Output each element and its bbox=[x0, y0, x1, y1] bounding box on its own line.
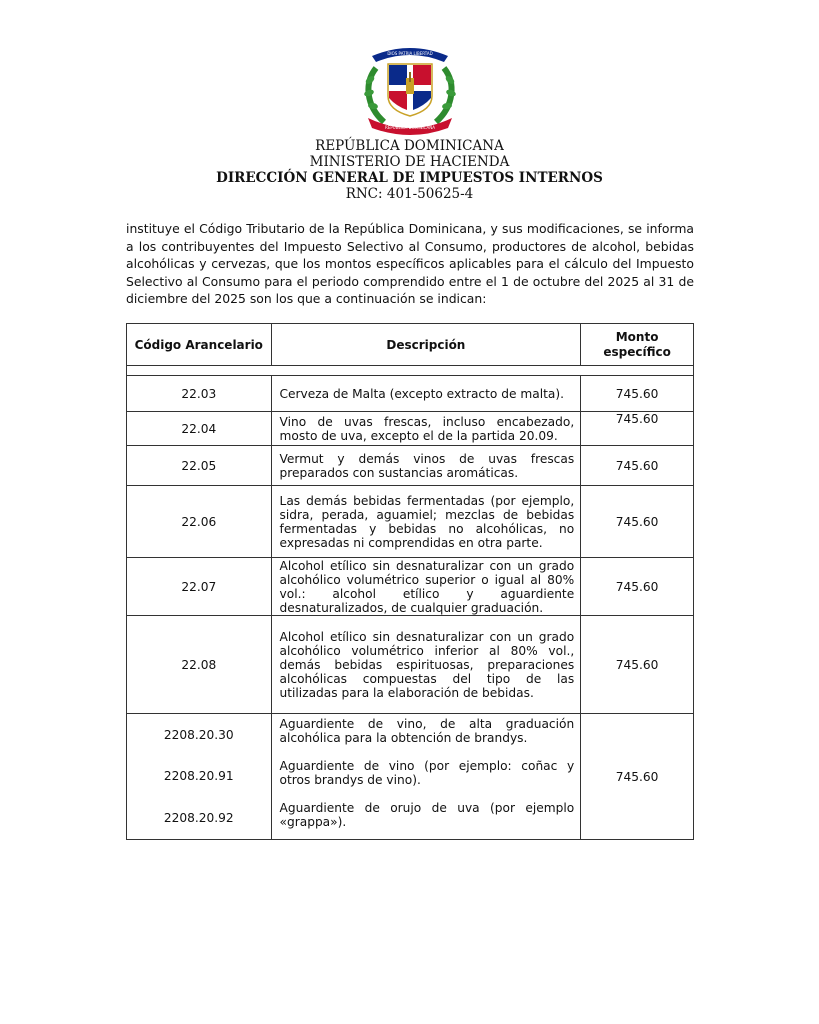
row-description bbox=[271, 616, 581, 714]
row-description-text: Vermut y demás vinos de uvas frescas preparados con sustancias aromáticas. bbox=[279, 451, 575, 480]
row-description-text: Alcohol etílico sin desnaturalizar con un grado alcohólico volumétrico superior o igual al 80% vol.: alcohol etílico y aguardiente desnaturalizados, de cualquier graduación. bbox=[279, 558, 575, 615]
table-row bbox=[127, 486, 694, 558]
group-description: Aguardiente de vino, de alta graduación alcohólica para la obtención de brandys. bbox=[279, 717, 575, 745]
row-description bbox=[271, 486, 581, 558]
table-row bbox=[127, 616, 694, 714]
group-amount: 745.60 bbox=[581, 714, 694, 840]
header-description: Descripción bbox=[271, 324, 581, 366]
table-row bbox=[127, 558, 694, 616]
group-code: 2208.20.92 bbox=[163, 810, 234, 825]
group-description: Aguardiente de orujo de uva (por ejemplo «grappa»). bbox=[279, 801, 575, 829]
table-spacer bbox=[127, 366, 694, 376]
row-amount: 745.60 bbox=[581, 446, 694, 486]
table-row bbox=[127, 412, 694, 446]
group-descriptions bbox=[271, 714, 581, 840]
table-row-group bbox=[127, 714, 694, 840]
table-header-row bbox=[127, 324, 694, 366]
row-amount: 745.60 bbox=[581, 558, 694, 616]
group-code: 2208.20.30 bbox=[163, 728, 234, 743]
row-description bbox=[271, 376, 581, 412]
ministry-name: MINISTERIO DE HACIENDA bbox=[309, 154, 510, 170]
row-description-text: Cerveza de Malta (excepto extracto de malta). bbox=[279, 386, 564, 401]
intro-paragraph: instituye el Código Tributario de la República Dominicana, y sus modificaciones, se informa a los contribuyentes del Impuesto Selectivo al Consumo, productores de alcohol, bebidas alcohólicas y cervezas, que los montos específicos aplicables para el cálculo del Impuesto Selectivo al Consumo para el periodo comprendido entre el 1 de octubre del 2025 al 31 de diciembre del 2025 son los que a continuación se indican: bbox=[126, 221, 694, 307]
row-code: 22.06 bbox=[127, 486, 272, 558]
row-amount: 745.60 bbox=[581, 616, 694, 714]
seal-motto-bottom: REPÚBLICA DOMINICANA bbox=[385, 125, 435, 130]
row-code: 22.07 bbox=[127, 558, 272, 616]
rnc-number: RNC: 401-50625-4 bbox=[345, 186, 474, 202]
row-description bbox=[271, 412, 581, 446]
group-description: Aguardiente de vino (por ejemplo: coñac y otros brandys de vino). bbox=[279, 759, 575, 787]
row-description-text: Las demás bebidas fermentadas (por ejemplo, sidra, perada, aguamiel; mezclas de bebidas fermentadas y bebidas no alcohólicas, no expresadas ni comprendidas en otra parte. bbox=[279, 493, 575, 550]
row-description bbox=[271, 558, 581, 616]
row-code: 22.08 bbox=[127, 616, 272, 714]
header-code: Código Arancelario bbox=[127, 324, 272, 366]
header-amount bbox=[581, 324, 694, 366]
row-code: 22.04 bbox=[127, 412, 272, 446]
coat-of-arms-seal bbox=[358, 38, 462, 136]
row-amount: 745.60 bbox=[581, 412, 694, 446]
row-description bbox=[271, 446, 581, 486]
row-amount: 745.60 bbox=[581, 376, 694, 412]
country-name: REPÚBLICA DOMINICANA bbox=[315, 138, 504, 154]
header-amount-label: Monto específico bbox=[603, 329, 671, 359]
group-code: 2208.20.91 bbox=[163, 769, 234, 784]
document-header bbox=[0, 138, 819, 202]
row-description-text: Alcohol etílico sin desnaturalizar con un grado alcohólico volumétrico inferior al 80% vol., demás bebidas espirituosas, preparaciones alcohólicas compuestas del tipo de las utilizadas para la elaboración de bebidas. bbox=[279, 629, 575, 700]
group-codes bbox=[127, 714, 272, 840]
agency-name: DIRECCIÓN GENERAL DE IMPUESTOS INTERNOS bbox=[216, 170, 603, 186]
row-amount: 745.60 bbox=[581, 486, 694, 558]
tariff-table bbox=[126, 323, 694, 840]
row-code: 22.03 bbox=[127, 376, 272, 412]
seal-motto-top: DIOS PATRIA LIBERTAD bbox=[387, 51, 433, 56]
table-row bbox=[127, 376, 694, 412]
row-code: 22.05 bbox=[127, 446, 272, 486]
table-row bbox=[127, 446, 694, 486]
row-description-text: Vino de uvas frescas, incluso encabezado, mosto de uva, excepto el de la partida 20.09. bbox=[279, 414, 575, 443]
